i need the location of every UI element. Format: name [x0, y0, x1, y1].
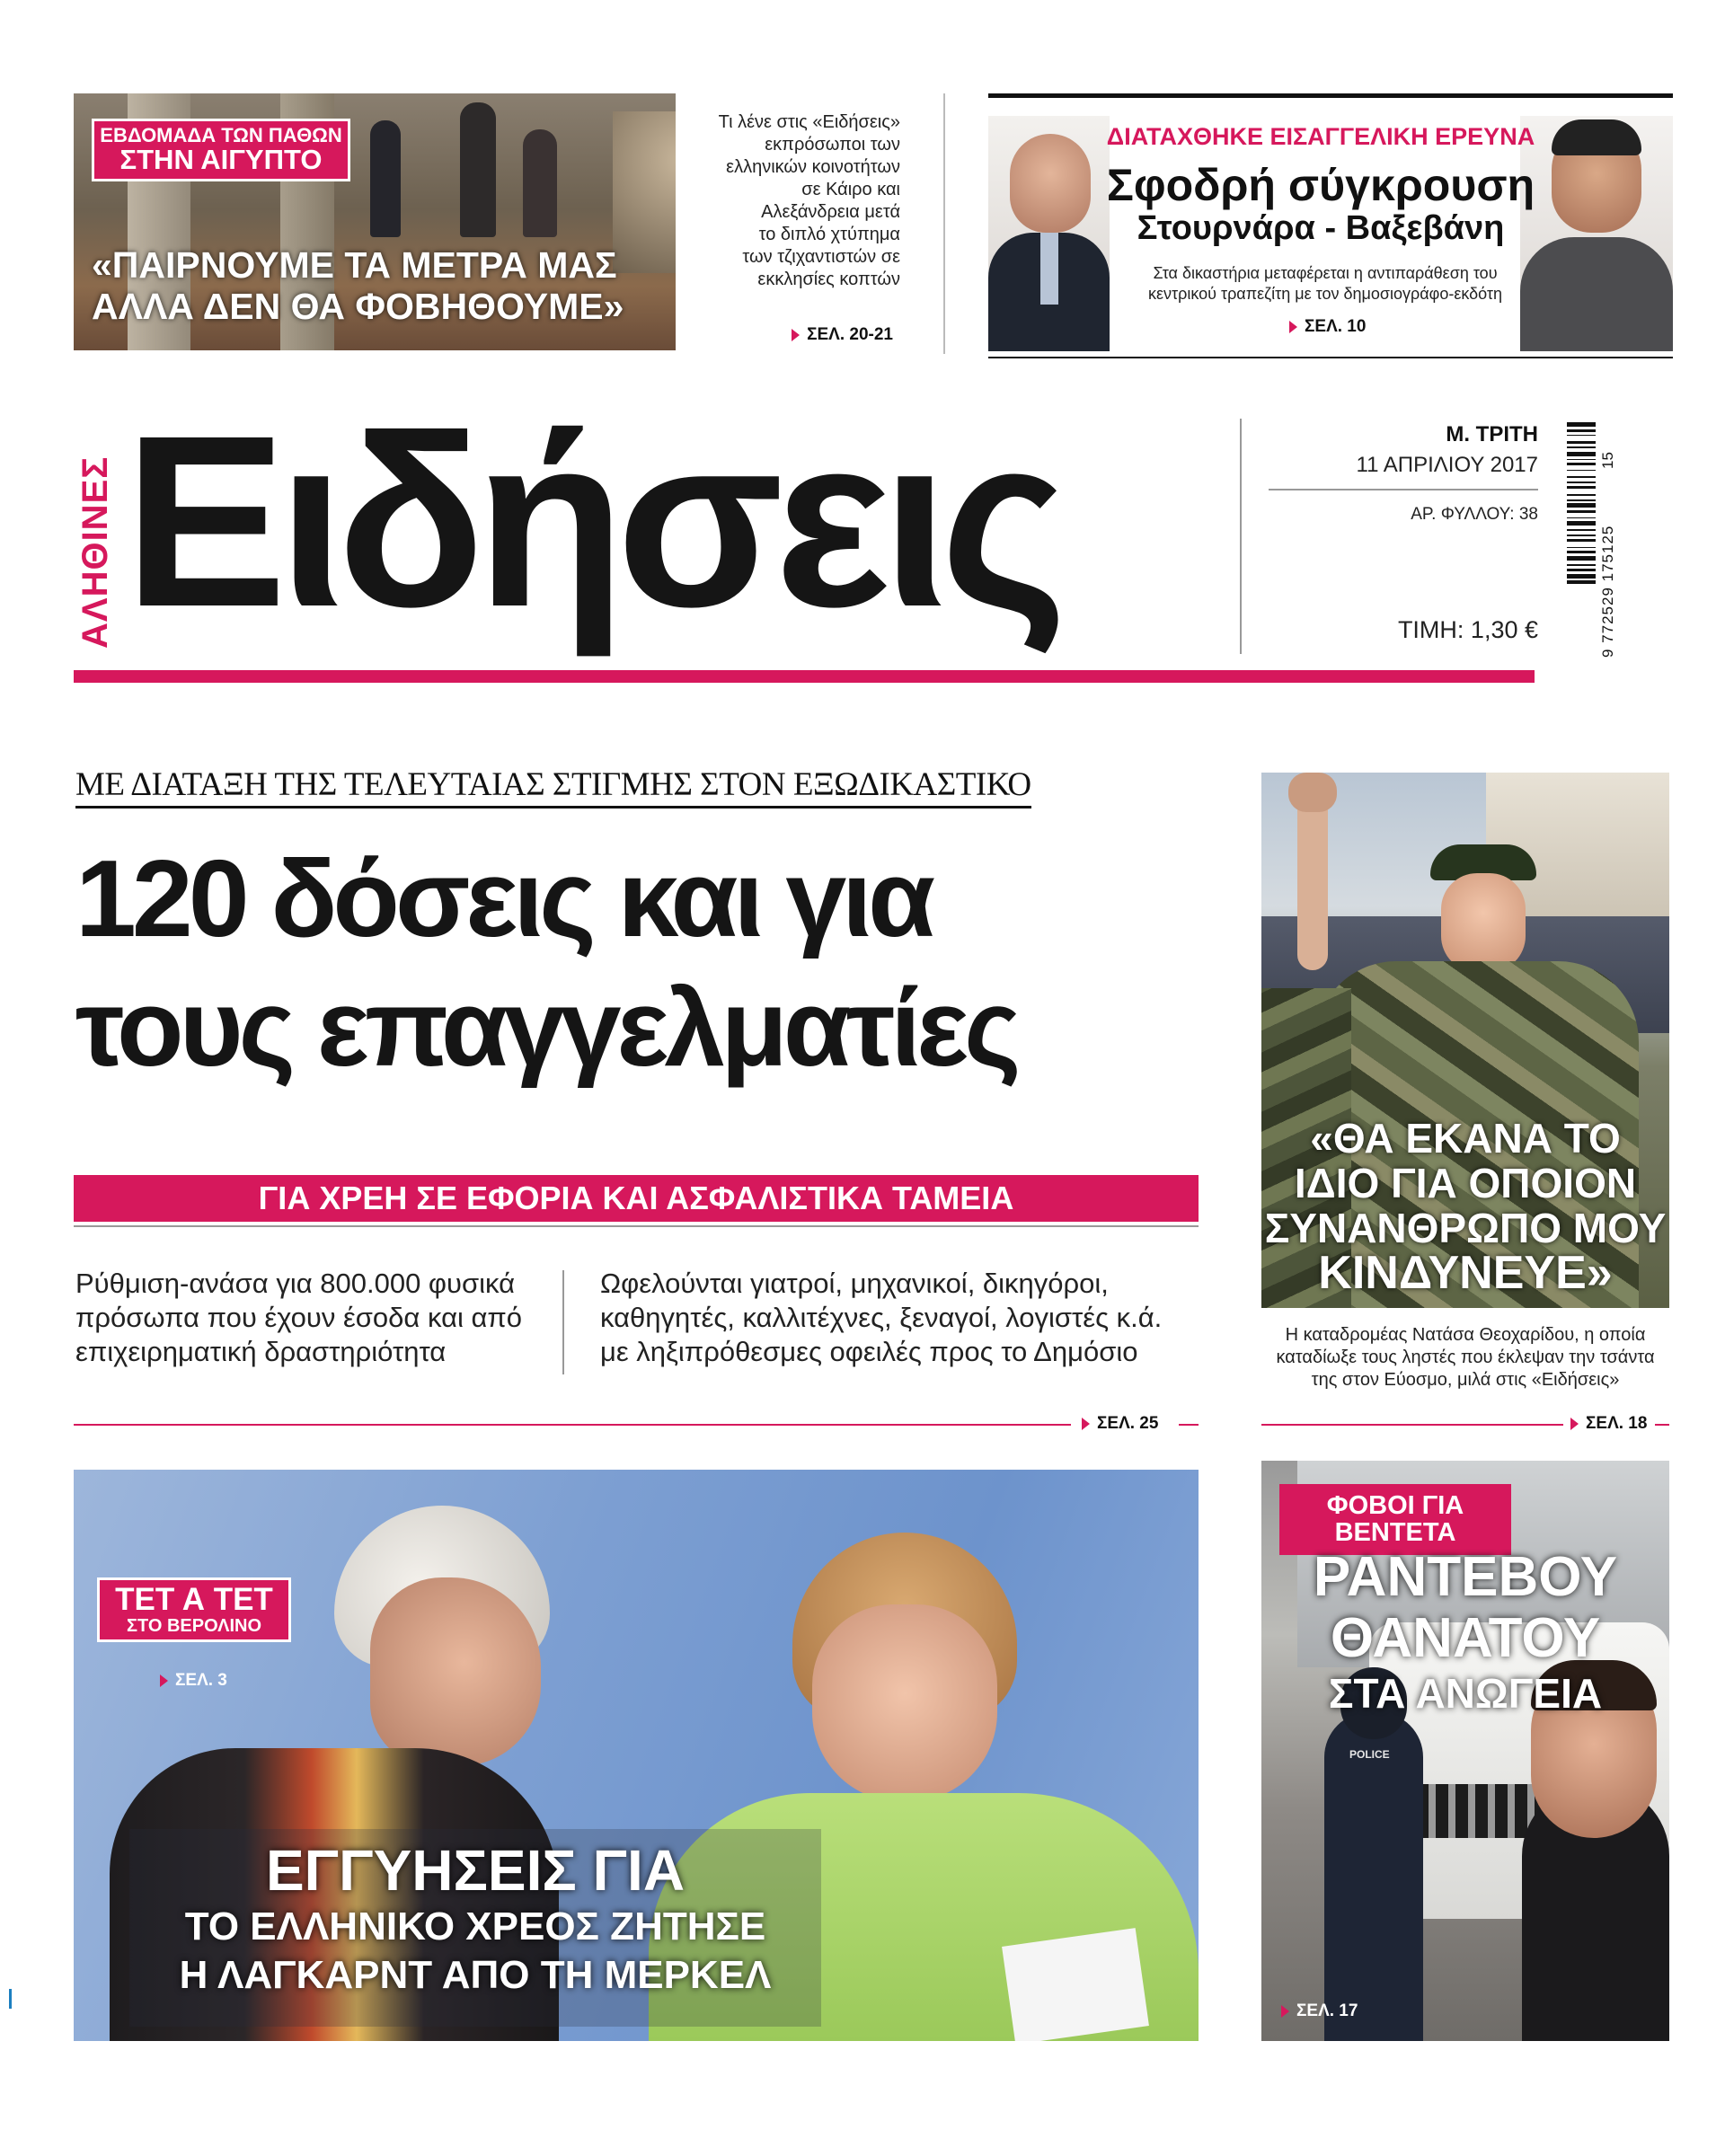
main-headline-line1: 120 δόσεις και για [75, 837, 932, 959]
berlin-headline-line1: ΕΓΓΥΗΣΕΙΣ ΓΙΑ [265, 1838, 686, 1903]
stournaras-page-ref-label: ΣΕΛ. 10 [1305, 317, 1367, 336]
egypt-quote-line1: «ΠΑΙΡΝΟΥΜΕ ΤΑ ΜΕΤΡΑ ΜΑΣ [92, 244, 617, 286]
barcode-digits-text: 9 772529 175125 [1599, 525, 1616, 658]
arrow-right-icon [1570, 1418, 1579, 1430]
egypt-side-line: εκκλησίες κοπτών [757, 270, 900, 289]
masthead-info [1240, 419, 1538, 654]
berlin-headline-line3: Η ΛΑΓΚΑΡΝΤ ΑΠΟ ΤΗ ΜΕΡΚΕΛ [179, 1953, 772, 1997]
egypt-side-line: Αλεξάνδρεια μετά [761, 202, 900, 222]
barcode-bar [1567, 551, 1596, 553]
barcode-bar [1567, 503, 1596, 508]
stournaras-summary-line2: κεντρικού τραπεζίτη με τον δημοσιογράφο-εκδότη [1147, 285, 1503, 303]
main-col1-line: πρόσωπα που έχουν έσοδα και από [75, 1302, 523, 1333]
barcode-bar [1567, 486, 1596, 489]
berlin-tag-line1: ΤΕΤ Α ΤΕΤ [115, 1582, 273, 1617]
margin-mark [9, 1989, 12, 2009]
egypt-tag-line1: ΕΒΔΟΜΑΔΑ ΤΩΝ ΠΑΘΩΝ [100, 124, 342, 146]
egypt-church-photo [74, 93, 906, 350]
masthead-issue: ΑΡ. ΦΥΛΛΟΥ: 38 [1411, 505, 1538, 524]
anogeia-photo [1261, 1461, 1669, 2041]
masthead-price: ΤΙΜΗ: 1,30 € [1397, 616, 1538, 643]
main-page-ref[interactable] [1082, 1414, 1158, 1434]
vendetta-headline-line2: ΘΑΝΑΤΟΥ [1330, 1607, 1601, 1669]
barcode-bar [1567, 574, 1596, 579]
main-col2-line: Ωφελούνται γιατροί, μηχανικοί, δικηγόροι, [600, 1268, 1109, 1299]
main-col1 [75, 1267, 522, 1369]
main-headline-line2: τους επαγγελματίες [75, 967, 1017, 1089]
egypt-tag [92, 119, 350, 181]
main-rule [74, 1424, 1071, 1426]
barcode-bar [1567, 580, 1596, 583]
berlin-tag [97, 1577, 291, 1642]
soldier-rule [1261, 1424, 1563, 1426]
barcode-bar [1567, 463, 1596, 465]
soldier-page-ref-label: ΣΕΛ. 18 [1586, 1414, 1648, 1433]
egypt-quote [92, 244, 624, 327]
main-col2-line: καθηγητές, καλλιτέχνες, ξεναγοί, λογιστές κ.ά. [600, 1302, 1163, 1333]
barcode-bar [1567, 482, 1596, 483]
berlin-headline-line2: ΤΟ ΕΛΛΗΝΙΚΟ ΧΡΕΟΣ ΖΗΤΗΣΕ [184, 1904, 766, 1948]
barcode-bar [1567, 422, 1596, 427]
lagarde-merkel-photo [74, 1470, 1199, 2041]
main-col2 [600, 1267, 1162, 1369]
vendetta-page-ref-label: ΣΕΛ. 17 [1296, 2001, 1358, 2020]
egypt-side-line: των τζιχαντιστών σε [742, 247, 900, 267]
main-kicker: ΜΕ ΔΙΑΤΑΞΗ ΤΗΣ ΤΕΛΕΥΤΑΙΑΣ ΣΤΙΓΜΗΣ ΣΤΟΝ ΕΞΩΔΙΚΑΣΤΙΚΟ [75, 765, 1031, 808]
main-col1-line: επιχειρηματική δραστηριότητα [75, 1336, 447, 1367]
vendetta-page-ref[interactable] [1281, 2001, 1358, 2021]
stournaras-summary [1114, 263, 1536, 305]
barcode [1560, 422, 1632, 658]
vendetta-tag: ΦΟΒΟΙ ΓΙΑ ΒΕΝΤΕΤΑ [1279, 1484, 1511, 1555]
stournaras-portrait [988, 116, 1110, 351]
egypt-side-line: σε Κάιρο και [801, 180, 900, 199]
main-col-divider [562, 1270, 564, 1374]
masthead-day: Μ. ΤΡΙΤΗ [1446, 422, 1538, 446]
vendetta-headline-line1: ΡΑΝΤΕΒΟΥ [1313, 1546, 1618, 1608]
main-col1-line: Ρύθμιση-ανάσα για 800.000 φυσικά [75, 1268, 516, 1299]
barcode-bar [1567, 564, 1596, 566]
stournaras-headline-line1: Σφοδρή σύγκρουση [1106, 160, 1535, 210]
egypt-side-text [685, 111, 900, 291]
egypt-tag-line2: ΣΤΗΝ ΑΙΓΥΠΤΟ [119, 144, 323, 176]
police-badge: POLICE [1349, 1748, 1390, 1761]
egypt-page-ref-label: ΣΕΛ. 20-21 [807, 325, 893, 344]
egypt-side-line: το διπλό χτύπημα [758, 225, 900, 244]
main-page-ref-label: ΣΕΛ. 25 [1097, 1414, 1159, 1433]
soldier-quote-line: ΙΔΙΟ ΓΙΑ ΟΠΟΙΟΝ [1294, 1160, 1637, 1206]
berlin-tag-page-ref-label: ΣΕΛ. 3 [175, 1671, 227, 1690]
egypt-side-line: Τι λένε στις «Ειδήσεις» [718, 112, 900, 132]
arrow-right-icon [1289, 321, 1297, 333]
vendetta-headline [1261, 1547, 1669, 1718]
barcode-bar [1567, 535, 1596, 536]
barcode-bar [1567, 510, 1596, 513]
barcode-bar [1567, 452, 1596, 456]
stournaras-headline-line2: Στουρνάρα - Βαξεβάνη [1137, 209, 1505, 247]
egypt-side-line: εκπρόσωποι των [765, 135, 900, 155]
masthead-vertical-label [75, 415, 115, 649]
main-col2-line: με ληξιπρόθεσμες οφειλές προς το Δημόσιο [600, 1336, 1138, 1367]
egypt-quote-line2: ΑΛΛΑ ΔΕΝ ΘΑ ΦΟΒΗΘΟΥΜΕ» [92, 286, 624, 327]
main-banner-text: ΓΙΑ ΧΡΕΗ ΣΕ ΕΦΟΡΙΑ ΚΑΙ ΑΣΦΑΛΙΣΤΙΚΑ ΤΑΜΕΙΑ [258, 1180, 1014, 1216]
soldier-quote-line: ΚΙΝΔΥΝΕΥΕ» [1318, 1247, 1613, 1299]
arrow-right-icon [1082, 1418, 1090, 1430]
berlin-tag-page-ref[interactable] [160, 1671, 227, 1691]
stournaras-story [988, 93, 1673, 358]
masthead-title: Ειδήσεις [124, 384, 1059, 658]
soldier-caption [1261, 1324, 1669, 1392]
barcode-bar [1567, 517, 1596, 519]
barcode-bar [1567, 429, 1596, 432]
main-banner [74, 1175, 1199, 1222]
stournaras-page-ref[interactable] [1289, 317, 1366, 337]
arrow-right-icon [160, 1674, 168, 1687]
berlin-tag-line2: ΣΤΟ ΒΕΡΟΛΙΝΟ [126, 1615, 261, 1636]
soldier-caption-line: καταδίωξε τους ληστές που έκλεψαν την τσάντα [1276, 1348, 1655, 1367]
masthead-vertical-label-text: ΑΛΗΘΙΝΕΣ [75, 455, 115, 649]
stournaras-kicker: ΔΙΑΤΑΧΘΗΚΕ ΕΙΣΑΓΓΕΛΙΚΗ ΕΡΕΥΝΑ [1106, 123, 1535, 150]
egypt-side-line: ελληνικών κοινοτήτων [726, 157, 900, 177]
barcode-bar [1567, 569, 1596, 571]
arrow-right-icon [1281, 2005, 1289, 2018]
barcode-bar [1567, 441, 1596, 444]
soldier-quote-line: ΣΥΝΑΝΘΡΩΠΟ ΜΟΥ [1264, 1205, 1667, 1251]
masthead-rule [74, 670, 1535, 683]
barcode-bar [1567, 547, 1596, 549]
top-divider [943, 93, 945, 354]
soldier-caption-line: Η καταδρομέας Νατάσα Θεοχαρίδου, η οποία [1285, 1325, 1646, 1345]
barcode-bar [1567, 476, 1596, 478]
soldier-quote [1261, 1115, 1669, 1299]
soldier-page-ref[interactable] [1570, 1414, 1647, 1434]
barcode-bar [1567, 539, 1596, 542]
barcode-bar [1567, 521, 1596, 526]
berlin-headline [129, 1838, 821, 2000]
barcode-bar [1567, 556, 1596, 561]
soldier-caption-line: της στον Εύοσμο, μιλά στις «Ειδήσεις» [1311, 1370, 1620, 1390]
stournaras-summary-line1: Στα δικαστήρια μεταφέρεται η αντιπαράθεση του [1153, 264, 1498, 282]
barcode-bar [1567, 470, 1596, 472]
barcode-addon [1599, 422, 1621, 469]
masthead-date: 11 ΑΠΡΙΛΙΟΥ 2017 [1356, 453, 1538, 477]
barcode-bar [1567, 459, 1596, 461]
barcode-bar [1567, 435, 1596, 437]
soldier-photo [1261, 773, 1669, 1308]
vendetta-headline-line3: ΣΤΑ ΑΝΩΓΕΙΑ [1328, 1670, 1603, 1717]
arrow-right-icon [792, 329, 800, 341]
barcode-addon-text: 15 [1599, 452, 1616, 469]
main-headline [75, 834, 1017, 1092]
barcode-bar [1567, 499, 1596, 501]
barcode-bar [1567, 494, 1596, 496]
barcode-bar [1567, 529, 1596, 531]
egypt-page-ref[interactable] [792, 325, 893, 345]
barcode-bar [1567, 446, 1596, 448]
soldier-quote-line: «ΘΑ ΕΚΑΝΑ ΤΟ [1310, 1115, 1621, 1162]
